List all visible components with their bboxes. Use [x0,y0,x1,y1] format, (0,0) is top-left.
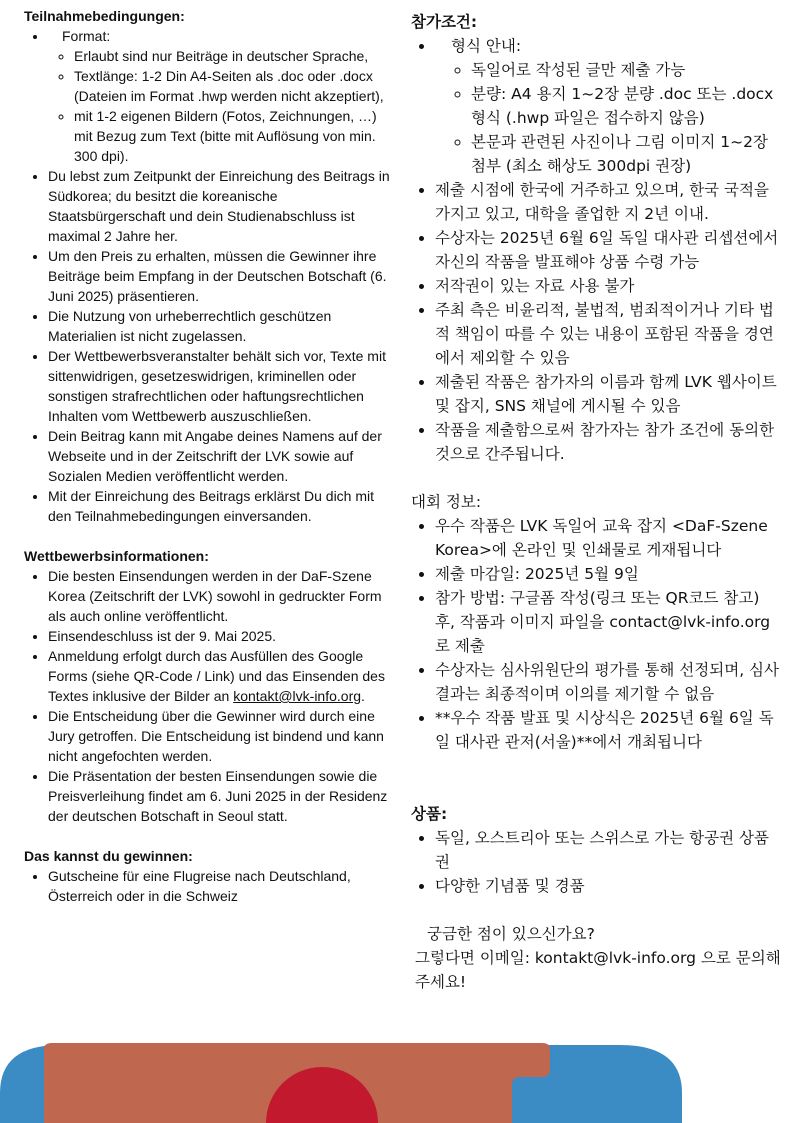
ko-conditions-heading: 참가조건: [411,13,478,31]
list-item: ◦ Textlänge: 1-2 Din A4-Seiten als .doc oder .docx (Dateien im Format .hwp werden nicht akzeptiert), [74,66,392,106]
de-info-3-text: Anmeldung erfolgt durch das Ausfüllen des Google Forms (siehe QR-Code / Link) und das Einsenden des Textes inklusive der Bilder an [48,648,385,704]
list-item: • 제출 마감일: 2025년 5월 9일 [435,562,781,586]
contact-email-link[interactable]: kontakt@lvk-info.org [233,688,362,704]
list-item: ◦ 분량: A4 용지 1~2장 분량 .doc 또는 .docx 형식 (.hwp 파일은 접수하지 않음) [471,82,781,130]
de-info-3-end: . [361,688,365,704]
list-item: • Mit der Einreichung des Beitrags erklärst Du dich mit den Teilnahmebedingungen einversanden. [48,486,392,526]
ko-info-list [411,514,781,754]
list-item: • Du lebst zum Zeitpunkt der Einreichung des Beitrags in Südkorea; du besitzt die koreanische Staatsbürgerschaft und dein Studienabschluss ist maximal 2 Jahre her. [48,166,392,246]
list-item: • Einsendeschluss ist der 9. Mai 2025. [48,626,392,646]
ko-prizes-heading: 상품: [411,805,448,823]
list-item: • 독일, 오스트리아 또는 스위스로 가는 항공권 상품권 [435,826,781,874]
list-item: • 저작권이 있는 자료 사용 불가 [435,274,781,298]
bottom-decoration [0,1043,794,1123]
list-item: • Die Präsentation der besten Einsendungen sowie die Preisverleihung findet am 6. Juni 2025 in der Residenz der deutschen Botschaft in Seoul statt. [48,766,392,826]
list-item: • Dein Beitrag kann mit Angabe deines Namens auf der Webseite und in der Zeitschrift der LVK sowie auf Sozialen Medien veröffentlicht werden. [48,426,392,486]
list-item [435,34,781,178]
de-format-list [48,46,392,166]
de-conditions-list [24,26,392,526]
list-item: ◦ mit 1-2 eigenen Bildern (Fotos, Zeichnungen, …) mit Bezug zum Text (bitte mit Auflösung von min. 300 dpi). [74,106,392,166]
list-item: • Die Entscheidung über die Gewinner wird durch eine Jury getroffen. Die Entscheidung ist bindend und kann nicht angefochten werden. [48,706,392,766]
de-info-list [24,566,392,826]
list-item: • Die Nutzung von urheberrechtlich geschützen Materialien ist nicht zugelassen. [48,306,392,346]
list-item: • 제출된 작품은 참가자의 이름과 함께 LVK 웹사이트 및 잡지, SNS 채널에 게시될 수 있음 [435,370,781,418]
list-item: • 주최 측은 비윤리적, 불법적, 범죄적이거나 기타 법적 책임이 따를 수 있는 내용이 포함된 작품을 경연에서 제외할 수 있음 [435,298,781,370]
list-item: • 수상자는 심사위원단의 평가를 통해 선정되며, 심사 결과는 최종적이며 이의를 제기할 수 없음 [435,658,781,706]
list-item [48,646,392,706]
list-item: • Um den Preis zu erhalten, müssen die Gewinner ihre Beiträge beim Empfang in der Deutschen Botschaft (6. Juni 2025) präsentieren. [48,246,392,306]
ko-info-heading: 대회 정보: [411,493,482,511]
list-item: ◦ Erlaubt sind nur Beiträge in deutscher Sprache, [74,46,392,66]
list-item: • 우수 작품은 LVK 독일어 교육 잡지 <DaF-Szene Korea>에 온라인 및 인쇄물로 게재됩니다 [435,514,781,562]
ko-question-line2: 그렇다면 이메일: kontakt@lvk-info.org 으로 문의해 주세요! [415,949,781,991]
list-item [48,26,392,166]
ko-prizes-list [411,826,781,898]
german-column [24,6,392,906]
de-prizes-heading: Das kannst du gewinnen: [24,848,193,864]
korean-column [411,10,781,994]
list-item: • 작품을 제출함으로써 참가자는 참가 조건에 동의한 것으로 간주됩니다. [435,418,781,466]
list-item: ◦ 본문과 관련된 사진이나 그림 이미지 1~2장 첨부 (최소 해상도 300dpi 권장) [471,130,781,178]
list-item: • **우수 작품 발표 및 시상식은 2025년 6월 6일 독일 대사관 관저(서울)**에서 개최됩니다 [435,706,781,754]
de-info-heading: Wettbewerbsinformationen: [24,548,209,564]
ko-conditions-list [411,34,781,466]
list-item: ◦ 독일어로 작성된 글만 제출 가능 [471,58,781,82]
list-item: • Gutscheine für eine Flugreise nach Deutschland, Österreich oder in die Schweiz [48,866,392,906]
list-item: • 수상자는 2025년 6월 6일 독일 대사관 리셉션에서 자신의 작품을 발표해야 상품 수령 가능 [435,226,781,274]
list-item: • 제출 시점에 한국에 거주하고 있으며, 한국 국적을 가지고 있고, 대학을 졸업한 지 2년 이내. [435,178,781,226]
de-prizes-list [24,866,392,906]
ko-format-list [435,58,781,178]
list-item: • 참가 방법: 구글폼 작성(링크 또는 QR코드 참고) 후, 작품과 이미지 파일을 contact@lvk-info.org 로 제출 [435,586,781,658]
list-item: • Die besten Einsendungen werden in der DaF-Szene Korea (Zeitschrift der LVK) sowohl in gedruckter Form als auch online veröffentlicht. [48,566,392,626]
de-conditions-heading: Teilnahmebedingungen: [24,8,185,24]
de-format-label: Format: [62,28,111,44]
ko-question-line1: 궁금한 점이 있으신가요? [427,925,595,943]
ko-format-label: 형식 안내: [451,37,522,55]
list-item: • 다양한 기념품 및 경품 [435,874,781,898]
list-item: • Der Wettbewerbsveranstalter behält sich vor, Texte mit sittenwidrigen, gesetzeswidrigen, kriminellen oder sonstigen strafrechtlichen oder haftungsrechtlichen Inhalten vom Wettbewerb auszuschließen. [48,346,392,426]
